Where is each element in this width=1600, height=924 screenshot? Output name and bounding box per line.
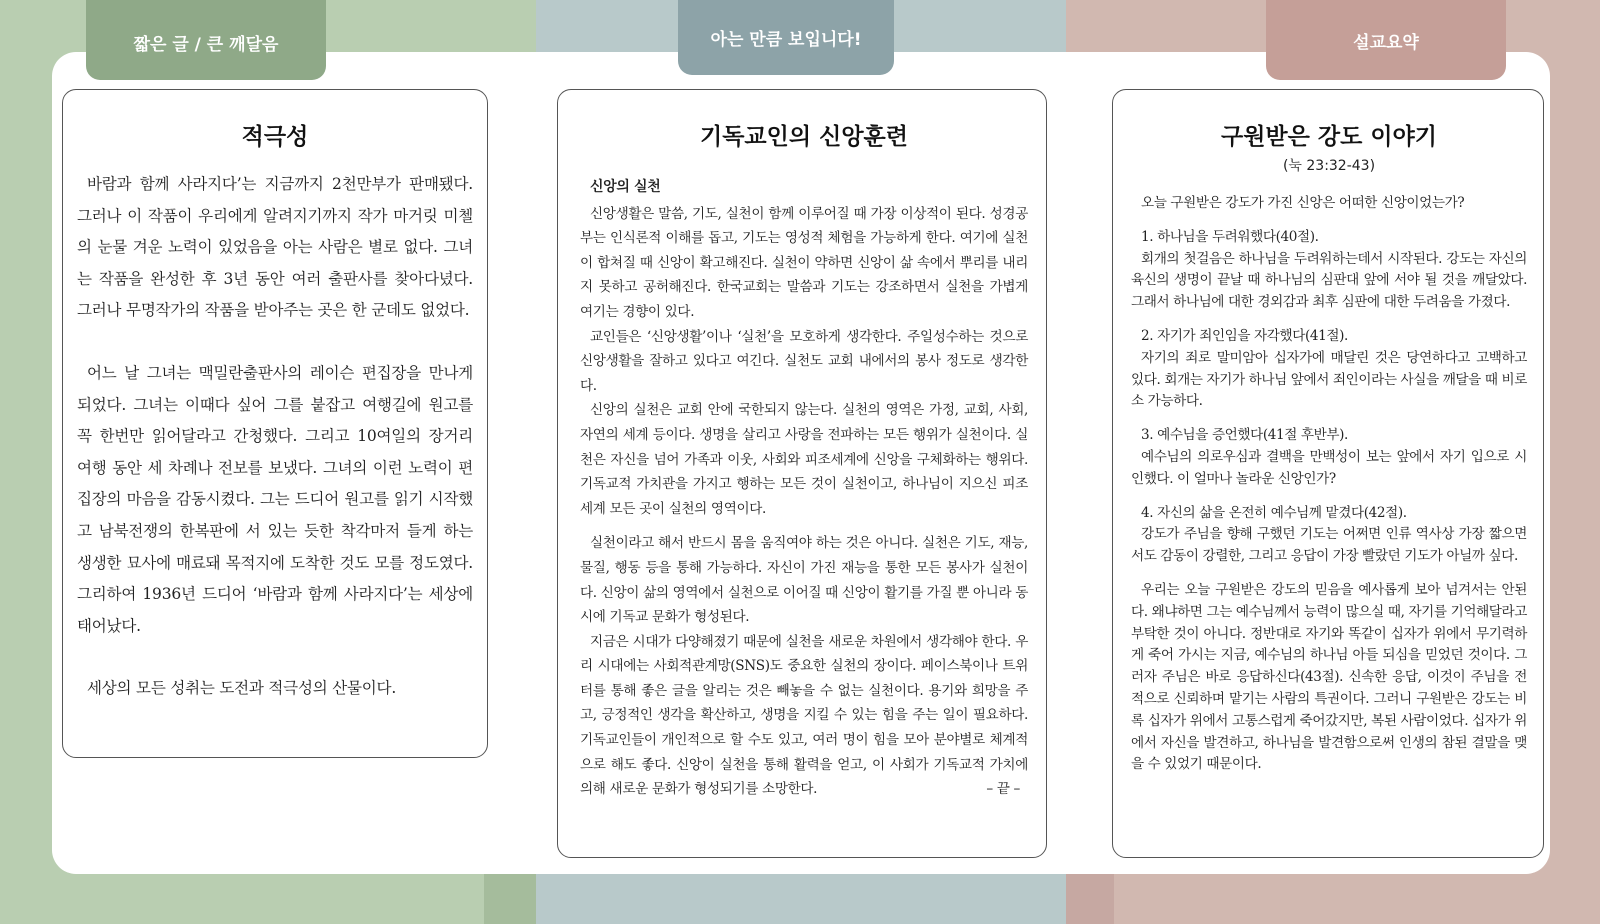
left-panel-title: 적극성 (241, 124, 309, 150)
section-heading: 신앙의 실천 (590, 179, 661, 195)
background-accent-right (1066, 872, 1114, 924)
tab-knowledge (678, 0, 894, 75)
center-paragraph (580, 630, 1028, 802)
center-paragraph: 교인들은 ‘신앙생활’이나 ‘실천’을 모호하게 생각한다. 주일성수하는 것으로 신앙생활을 잘하고 있다고 여긴다. 실천도 교회 내에서의 봉사 정도로 생각한다. (580, 328, 1028, 394)
center-panel (557, 89, 1047, 858)
right-panel (1112, 89, 1544, 858)
tab-sermon-summary-label: 설교요약 (1353, 32, 1419, 53)
left-panel-body (77, 169, 473, 705)
center-panel-body (580, 175, 1028, 802)
sermon-closing: 우리는 오늘 구원받은 강도의 믿음을 예사롭게 보아 넘겨서는 안된다. 왜냐하면 그는 예수님께서 능력이 많으실 때, 자기를 기억해달라고 부탁한 것이 아니다. 정반대로 자기와 똑같이 십자가 위에서 무기력하게 죽어 가시는 지금, 예수님의 하나님 아들 되심을 믿었던 것이다. 그러자 주님은 바로 응답하신다(43절). 신속한 응답, 이것이 주님을 전적으로 신뢰하며 맡기는 사람의 특권이다. 그러니 구원받은 강도는 비록 십자가 위에서 고통스럽게 죽어갔지만, 복된 사람이었다. 십자가 위에서 자신을 발견하고, 하나님을 발견함으로써 인생의 참된 결말을 맺을 수 있었기 때문이다. (1131, 581, 1527, 773)
point-text: 예수님의 의로우심과 결백을 만백성이 보는 앞에서 자기 입으로 시인했다. 이 얼마나 놀라운 신앙인가? (1131, 448, 1527, 487)
point-heading: 2. 자기가 죄인임을 자각했다(41절). (1141, 327, 1348, 344)
point-text: 강도가 주님을 향해 구했던 기도는 어쩌면 인류 역사상 가장 짧으면서도 감동이 강렬한, 그리고 응답이 가장 빨랐던 기도가 아닐까 싶다. (1131, 526, 1527, 565)
ending-mark: – 끝 – (986, 781, 1020, 798)
tab-knowledge-label: 아는 만큼 보입니다! (710, 30, 862, 50)
left-paragraph: 어느 날 그녀는 맥밀란출판사의 레이슨 편집장을 만나게 되었다. 그녀는 이때다 싶어 그를 붙잡고 여행길에 원고를 꼭 한번만 읽어달라고 간청했다. 그리고 10여일의 장거리 여행 동안 세 차례나 전보를 보냈다. 그녀의 이런 노력이 편집장의 마음을 감동시켰다. 그는 드디어 원고를 읽기 시작했고 남북전쟁의 한복판에 서 있는 듯한 착각마저 들게 하는 생생한 묘사에 매료돼 목적지에 도착한 것도 모를 정도였다. 그리하여 1936년 드디어 ‘바람과 함께 사라지다’는 세상에 태어났다. (77, 363, 473, 635)
center-paragraph: 신앙의 실천은 교회 안에 국한되지 않는다. 실천의 영역은 가정, 교회, 사회, 자연의 세계 등이다. 생명을 살리고 사랑을 전파하는 모든 행위가 실천이다. 실천은 자신을 넘어 가족과 이웃, 사회와 피조세계에 신앙을 구체화하는 행위다. 기독교적 가치관을 가지고 행하는 모든 것이 실천이고, 하나님이 지으신 피조세계 모든 곳이 실천의 영역이다. (580, 402, 1028, 517)
background-accent-left (484, 872, 536, 924)
left-panel (62, 89, 488, 758)
point-text: 자기의 죄로 말미암아 십자가에 매달린 것은 당연하다고 고백하고 있다. 회개는 자기가 하나님 앞에서 죄인이라는 사실을 깨달을 때 비로소 가능하다. (1131, 349, 1527, 410)
tab-sermon-summary (1266, 0, 1506, 80)
tab-short-article-label: 짧은 글 / 큰 깨달음 (133, 34, 279, 55)
center-paragraph: 실천이라고 해서 반드시 몸을 움직여야 하는 것은 아니다. 실천은 기도, 재능, 물질, 행동 등을 통해 가능하다. 자신이 가진 재능을 통한 모든 봉사가 실천이다. 신앙이 삶의 영역에서 실천으로 이어질 때 신앙이 활기를 가질 뿐 아니라 동시에 기독교 문화가 형성된다. (580, 535, 1028, 626)
sermon-intro: 오늘 구원받은 강도가 가진 신앙은 어떠한 신앙이었는가? (1141, 195, 1465, 211)
point-text: 회개의 첫걸음은 하나님을 두려워하는데서 시작된다. 강도는 자신의 육신의 생명이 끝날 때 하나님의 심판대 앞에 서야 될 것을 깨달았다. 그래서 하나님에 대한 경외감과 최후 심판에 대한 두려움을 가졌다. (1131, 250, 1527, 311)
center-panel-title: 기독교인의 신앙훈련 (700, 124, 908, 150)
point-heading: 3. 예수님을 증언했다(41절 후반부). (1141, 427, 1348, 444)
right-panel-title: 구원받은 강도 이야기 (1221, 124, 1437, 150)
center-paragraph-text: 지금은 시대가 다양해졌기 때문에 실천을 새로운 차원에서 생각해야 한다. 우리 시대에는 사회적관계망(SNS)도 중요한 실천의 장이다. 페이스북이나 트위터를 통해 좋은 글을 알리는 것은 빼놓을 수 없는 실천이다. 용기와 희망을 주고, 긍정적인 생각을 확산하고, 생명을 지킬 수 있는 힘을 주는 일이 필요하다. 기독교인들이 개인적으로 할 수도 있고, 여러 명이 힘을 모아 분야별로 체계적으로 해도 좋다. 신앙이 실천을 통해 활력을 얻고, 이 사회가 기독교적 가치에 의해 새로운 문화가 형성되기를 소망한다. (580, 633, 1028, 798)
tab-short-article (86, 0, 326, 80)
left-paragraph: 바람과 함께 사라지다’는 지금까지 2천만부가 판매됐다. 그러나 이 작품이 우리에게 알려지기까지 작가 마거릿 미첼의 눈물 겨운 노력이 있었음을 아는 사람은 별로 없다. 그녀는 작품을 완성한 후 3년 동안 여러 출판사를 찾아다녔다. 그러나 무명작가의 작품을 받아주는 곳은 한 군데도 없었다. (77, 175, 473, 320)
right-panel-body (1131, 193, 1527, 776)
point-heading: 1. 하나님을 두려워했다(40절). (1141, 228, 1319, 245)
center-paragraph: 신앙생활은 말씀, 기도, 실천이 함께 이루어질 때 가장 이상적이 된다. 성경공부는 인식론적 이해를 돕고, 기도는 영성적 체험을 가능하게 한다. 여기에 실천이 합쳐질 때 신앙이 확고해진다. 실천이 약하면 신앙이 삶 속에서 뿌리를 내리지 못하고 공허해진다. 한국교회는 말씀과 기도는 강조하면서 실천을 가볍게 여기는 경향이 있다. (580, 205, 1028, 320)
scripture-reference: (눅 23:32-43) (1282, 158, 1376, 174)
left-paragraph: 세상의 모든 성취는 도전과 적극성의 산물이다. (87, 679, 397, 698)
point-heading: 4. 자신의 삶을 온전히 예수님께 맡겼다(42절). (1141, 504, 1407, 521)
